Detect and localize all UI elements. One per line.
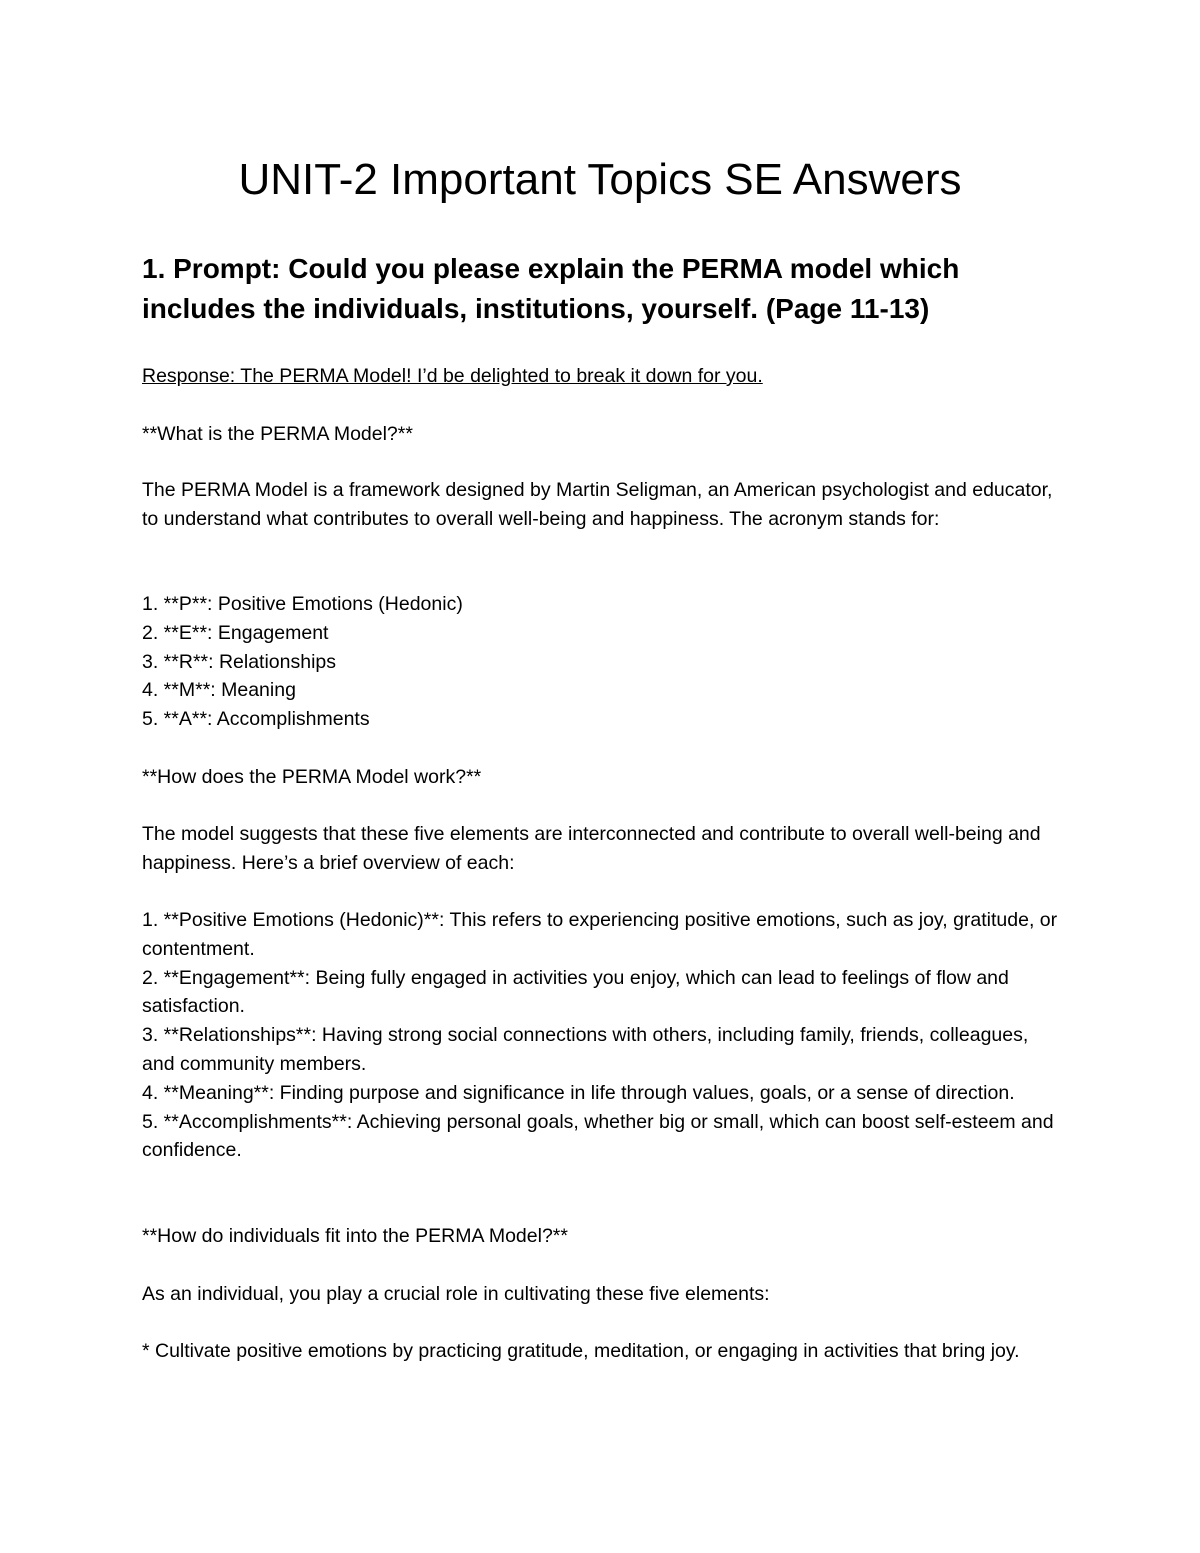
response-line: Response: The PERMA Model! I’d be delighted to break it down for you. bbox=[142, 365, 763, 387]
list-item: 3. **R**: Relationships bbox=[142, 650, 337, 673]
list-item: 3. **Relationships**: Having strong social connections with others, including family, friends, colleagues, and community members. bbox=[142, 1024, 1029, 1075]
detail-list bbox=[142, 906, 1062, 1165]
list-item: 2. **Engagement**: Being fully engaged in activities you enjoy, which can lead to feelings of flow and satisfaction. bbox=[142, 966, 1009, 1018]
bullet-item: * Cultivate positive emotions by practicing gratitude, meditation, or engaging in activities that bring joy. bbox=[142, 1340, 1020, 1362]
list-item: 4. **M**: Meaning bbox=[142, 679, 296, 702]
list-item: 1. **Positive Emotions (Hedonic)**: This refers to experiencing positive emotions, such as joy, gratitude, or contentment. bbox=[142, 909, 1058, 960]
list-item: 4. **Meaning**: Finding purpose and significance in life through values, goals, or a sense of direction. bbox=[142, 1081, 1015, 1104]
individual-paragraph: As an individual, you play a crucial role in cultivating these five elements: bbox=[142, 1283, 770, 1305]
list-item: 5. **A**: Accomplishments bbox=[142, 708, 370, 731]
heading-what-is-perma: **What is the PERMA Model?** bbox=[142, 423, 413, 445]
list-item: 1. **P**: Positive Emotions (Hedonic) bbox=[142, 593, 463, 615]
heading-how-perma-works: **How does the PERMA Model work?** bbox=[142, 766, 482, 788]
list-item: 2. **E**: Engagement bbox=[142, 621, 329, 644]
how-paragraph: The model suggests that these five elements are interconnected and contribute to overall well-being and happiness. Here’s a brief overview of each: bbox=[142, 823, 1041, 874]
document-title: UNIT-2 Important Topics SE Answers bbox=[238, 155, 962, 204]
acronym-list bbox=[142, 590, 1062, 734]
heading-individuals: **How do individuals fit into the PERMA Model?** bbox=[142, 1225, 568, 1247]
list-item: 5. **Accomplishments**: Achieving personal goals, whether big or small, which can boost self-esteem and confidence. bbox=[142, 1110, 1054, 1162]
prompt-heading: 1. Prompt: Could you please explain the PERMA model which includes the individuals, institutions, yourself. (Page 11-13) bbox=[142, 253, 960, 324]
intro-paragraph: The PERMA Model is a framework designed by Martin Seligman, an American psychologist and educator, to understand what contributes to overall well-being and happiness. The acronym stands for: bbox=[142, 479, 1053, 530]
